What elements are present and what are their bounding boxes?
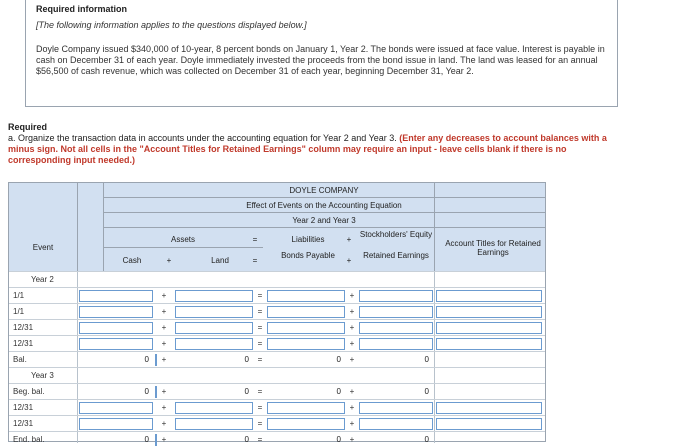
table-row	[9, 287, 545, 303]
plus-sign: +	[161, 339, 167, 348]
year-label: Year 3	[31, 371, 54, 380]
retained-earnings-total: 0	[424, 387, 429, 396]
land-input[interactable]	[175, 402, 253, 414]
plus-sign: +	[161, 435, 167, 444]
accounting-equation-table	[8, 182, 546, 442]
account-title-input[interactable]	[436, 418, 542, 430]
plus-sign: +	[349, 323, 355, 332]
row-label: 1/1	[13, 307, 25, 316]
year-row	[9, 367, 545, 383]
account-title-input[interactable]	[436, 306, 542, 318]
row-label: Beg. bal.	[13, 387, 45, 396]
plus-header-bottom: +	[346, 256, 352, 265]
plus-sign: +	[161, 403, 167, 412]
equals-sign: =	[257, 387, 263, 396]
table-row	[9, 383, 545, 399]
required-text	[8, 133, 608, 166]
row-label: 12/31	[13, 403, 34, 412]
retained-earnings-input[interactable]	[359, 402, 433, 414]
equals-sign: =	[257, 339, 263, 348]
cash-input[interactable]	[79, 306, 153, 318]
row-label: 12/31	[13, 419, 34, 428]
land-total: 0	[244, 435, 249, 444]
required-lead: a. Organize the transaction data in accounts under the accounting equation for Year 2 and Year 3.	[8, 133, 397, 143]
liabilities-header: Liabilities	[291, 235, 325, 244]
account-title-input[interactable]	[436, 290, 542, 302]
cash-total: 0	[144, 435, 149, 444]
table-row	[9, 415, 545, 431]
equals-sign: =	[257, 403, 263, 412]
cash-input[interactable]	[79, 402, 153, 414]
equals-sign: =	[257, 323, 263, 332]
plus-sign: +	[161, 387, 167, 396]
table-subtitle: Effect of Events on the Accounting Equation	[246, 201, 402, 210]
plus-sign: +	[349, 403, 355, 412]
table-row	[9, 399, 545, 415]
row-label: 1/1	[13, 291, 25, 300]
plus-sign: +	[349, 387, 355, 396]
bonds-payable-total: 0	[336, 435, 341, 444]
bonds-payable-header: Bonds Payable	[281, 251, 335, 260]
year-label: Year 2	[31, 275, 54, 284]
row-label: Bal.	[13, 355, 27, 364]
land-input[interactable]	[175, 338, 253, 350]
cash-input[interactable]	[79, 418, 153, 430]
required-title: Required	[8, 122, 48, 132]
plus-header-top: +	[346, 235, 352, 244]
retained-earnings-header: Retained Earnings	[363, 251, 429, 260]
bonds-payable-total: 0	[336, 355, 341, 364]
land-input[interactable]	[175, 290, 253, 302]
input-edge-marker	[155, 434, 157, 446]
bonds-payable-input[interactable]	[267, 418, 345, 430]
account-title-input[interactable]	[436, 338, 542, 350]
plus-sign: +	[161, 307, 167, 316]
plus-sign: +	[349, 291, 355, 300]
account-titles-header: Account Titles for Retained Earnings	[445, 239, 541, 257]
bonds-payable-total: 0	[336, 387, 341, 396]
plus-sign: +	[161, 419, 167, 428]
retained-earnings-input[interactable]	[359, 338, 433, 350]
land-input[interactable]	[175, 306, 253, 318]
cash-input[interactable]	[79, 290, 153, 302]
table-row	[9, 303, 545, 319]
plus-sign: +	[161, 323, 167, 332]
event-header: Event	[32, 243, 54, 252]
equals-header-top: =	[252, 235, 258, 244]
bonds-payable-input[interactable]	[267, 338, 345, 350]
cash-total: 0	[144, 355, 149, 364]
row-label: 12/31	[13, 339, 34, 348]
plus-sign: +	[349, 419, 355, 428]
table-header	[9, 183, 545, 271]
account-title-input[interactable]	[436, 402, 542, 414]
plus-header: +	[166, 256, 172, 265]
cash-total: 0	[144, 387, 149, 396]
retained-earnings-input[interactable]	[359, 322, 433, 334]
info-note: [The following information applies to the questions displayed below.]	[36, 20, 307, 30]
bonds-payable-input[interactable]	[267, 306, 345, 318]
land-total: 0	[244, 355, 249, 364]
equals-sign: =	[257, 355, 263, 364]
input-edge-marker	[155, 386, 157, 398]
bonds-payable-input[interactable]	[267, 322, 345, 334]
input-edge-marker	[155, 354, 157, 366]
table-row	[9, 351, 545, 367]
land-header: Land	[211, 256, 229, 265]
company-name: DOYLE COMPANY	[289, 186, 359, 195]
required-instruction: (Enter any decreases to account balances with a minus sign. Not all cells in the "Account Titles for Retained Earnings" column may require an input - leave cells blank if there is no corresponding input needed.)	[8, 133, 607, 165]
cash-input[interactable]	[79, 338, 153, 350]
cash-header: Cash	[122, 256, 142, 265]
plus-sign: +	[349, 307, 355, 316]
year-row	[9, 271, 545, 287]
row-label: End. bal.	[13, 435, 45, 444]
land-input[interactable]	[175, 418, 253, 430]
plus-sign: +	[349, 435, 355, 444]
plus-sign: +	[349, 355, 355, 364]
table-row	[9, 335, 545, 351]
equals-sign: =	[257, 435, 263, 444]
retained-earnings-input[interactable]	[359, 306, 433, 318]
equals-sign: =	[257, 291, 263, 300]
plus-sign: +	[349, 339, 355, 348]
retained-earnings-total: 0	[424, 435, 429, 444]
retained-earnings-input[interactable]	[359, 290, 433, 302]
plus-sign: +	[161, 355, 167, 364]
bonds-payable-input[interactable]	[267, 402, 345, 414]
retained-earnings-total: 0	[424, 355, 429, 364]
table-period: Year 2 and Year 3	[292, 216, 356, 225]
plus-sign: +	[161, 291, 167, 300]
row-label: 12/31	[13, 323, 34, 332]
stockholders-equity-header: Stockholders' Equity	[359, 230, 433, 239]
land-input[interactable]	[175, 322, 253, 334]
land-total: 0	[244, 387, 249, 396]
table-row	[9, 319, 545, 335]
info-title: Required information	[36, 4, 128, 14]
equals-header-bottom: =	[252, 256, 258, 265]
table-row	[9, 431, 545, 447]
info-body: Doyle Company issued $340,000 of 10-year, 8 percent bonds on January 1, Year 2. The bonds were issued at face value. Interest is payable in cash on December 31 of each year. Doyle immediately invested the proceeds from the bond issue in land. The land was leased for an annual $56,500 of cash revenue, which was collected on December 31 of each year, beginning December 31, Year 2.	[36, 44, 605, 76]
information-panel	[25, 0, 618, 107]
retained-earnings-input[interactable]	[359, 418, 433, 430]
bonds-payable-input[interactable]	[267, 290, 345, 302]
account-title-input[interactable]	[436, 322, 542, 334]
equals-sign: =	[257, 307, 263, 316]
cash-input[interactable]	[79, 322, 153, 334]
equals-sign: =	[257, 419, 263, 428]
assets-header: Assets	[170, 235, 195, 244]
